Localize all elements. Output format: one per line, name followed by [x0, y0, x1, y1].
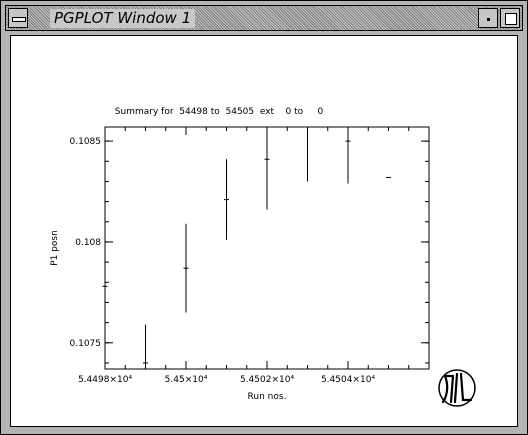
y-tick-label: 0.1085 [69, 137, 101, 148]
chart-title: Summary for 54498 to 54505 ext 0 to 0 [114, 107, 324, 117]
data-point [305, 127, 310, 181]
data-point [184, 224, 189, 313]
window-title: PGPLOT Window 1 [50, 9, 195, 28]
title-bar[interactable] [5, 5, 523, 31]
x-tick-labels [78, 375, 375, 385]
x-axis-label: Run nos. [247, 392, 287, 402]
plot-canvas [10, 35, 518, 427]
minimize-icon[interactable] [478, 8, 498, 28]
y-axis-label: P1 posn [50, 230, 60, 266]
x-tick-label: 5.4498×10⁴ [77, 375, 133, 385]
ill-logo [439, 370, 475, 406]
x-tick-label: 5.45×10⁴ [164, 375, 208, 385]
data-point [265, 127, 270, 210]
maximize-icon[interactable] [500, 8, 520, 28]
y-tick-label: 0.108 [75, 237, 101, 248]
x-tick-label: 5.4504×10⁴ [320, 375, 376, 385]
data-marks [103, 127, 392, 369]
data-point [346, 127, 351, 183]
data-point [224, 159, 229, 240]
y-tick-label: 0.1075 [69, 338, 101, 349]
chart-svg [11, 36, 519, 428]
data-point [143, 325, 148, 369]
x-tick-label: 5.4502×10⁴ [239, 375, 295, 385]
window-menu-icon[interactable] [8, 8, 28, 28]
y-tick-labels [70, 137, 102, 349]
